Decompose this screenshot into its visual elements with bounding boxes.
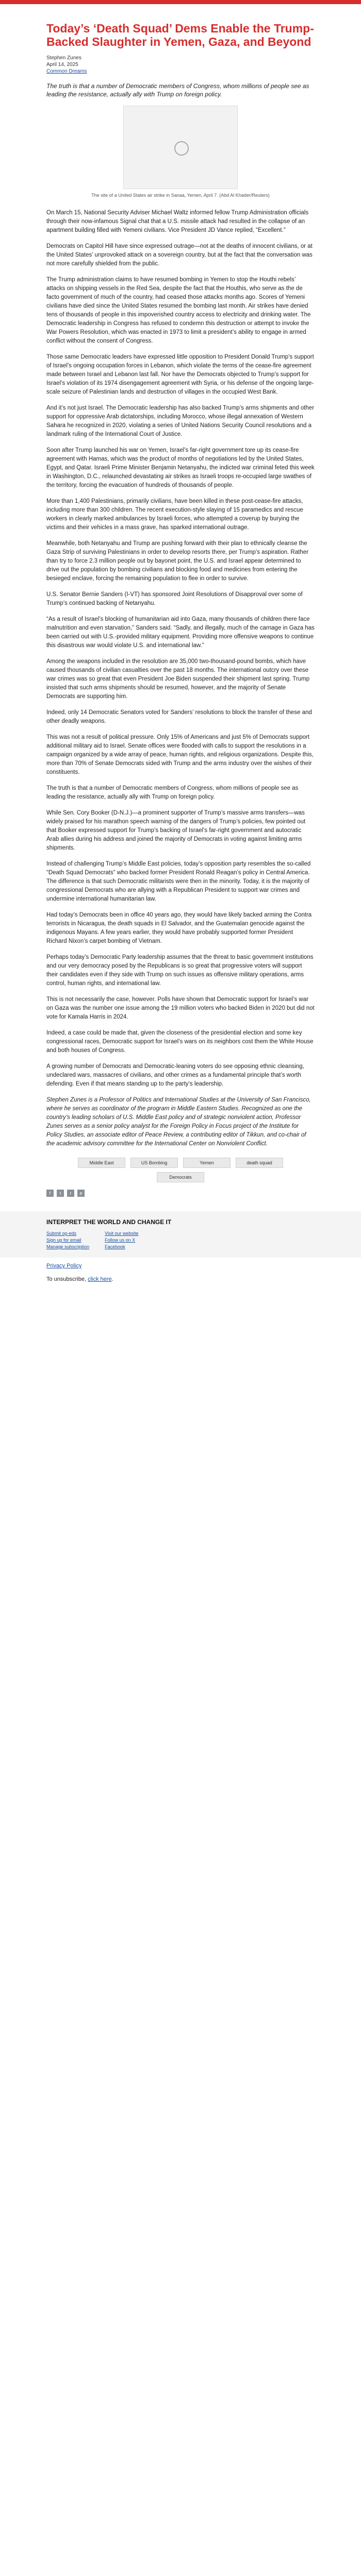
article-paragraph: Perhaps today’s Democratic Party leadership assumes that the threat to basic government institutions and our very democracy posed by the Republicans is so great that progressive voters will support their candidates even if they side with Trump on such issues as offensive military operations, arms control, human rights, and international law. [46, 954, 314, 987]
article-paragraph: Had today’s Democrats been in office 40 years ago, they would have likely backed arming the Contra terrorists in Nicaragua, the death squads in El Salvador, and the Guatemalan genocide against the indigenous Mayans. A few years earlier, they would have probably supported former President Richard Nixon’s carpet bombing of Vietnam. [46, 912, 312, 944]
byline [46, 55, 315, 75]
article-paragraph: Those same Democratic leaders have expressed little opposition to President Donald Trump’s support of Israel’s ongoing occupation forces in Lebanon, which violate the terms of the cease-fire agreement made between Israel and Lebanon last fall. Nor have the Democrats objected to Trump’s support for Israel’s violation of its 1974 disengagement agreement with Syria, or his defense of the ongoing large-scale seizure of Palestinian lands and destruction of villages in the occupied West Bank. [46, 354, 314, 395]
footer-link[interactable]: Follow us on X [105, 1238, 136, 1243]
article-title: Today’s ‘Death Squad’ Dems Enable the Trump-Backed Slaughter in Yemen, Gaza, and Beyond [46, 22, 314, 48]
share-icons [46, 1190, 315, 1197]
article-paragraph: Soon after Trump launched his war on Yemen, Israel’s far-right government tore up its cease-fire agreement with Hamas, which was the product of months of negotiations led by the United States, Egypt, and Qatar. Israeli Prime Minister Benjamin Netanyahu, the indicted war criminal feted this week in Washington, D.C., relaunched devastating air strikes as Israeli troops re-occupied large swathes of the territory, forcing the evacuation of hundreds of thousands of people. [46, 447, 315, 488]
image-caption: The site of a United States air strike in Sanaa, Yemen, April 7. (Abd Al Khader/Reuters) [91, 193, 270, 198]
footer-link[interactable]: Facebook [105, 1244, 125, 1249]
article-lede: The truth is that a number of Democratic members of Congress, whom millions of people see as leading the resistance, actually ally with Trump on foreign policy. [46, 82, 309, 98]
unsubscribe-prefix: To unsubscribe, [46, 1276, 87, 1282]
twitter-icon[interactable]: t [57, 1190, 64, 1197]
article-paragraph: On March 15, National Security Adviser Michael Waltz informed fellow Trump Administration officials through their now-infamous Signal chat that a U.S. missile attack had resulted in the collapse of an apartment building filled with Yemeni civilians. Vice President JD Vance replied, “Excellent.” [46, 210, 309, 233]
article-image [123, 106, 238, 189]
tag-item[interactable]: Democrats [157, 1172, 204, 1182]
article-paragraph: U.S. Senator Bernie Sanders (I-VT) has sponsored Joint Resolutions of Disapproval over some of Trump’s continued backing of Netanyahu. [46, 591, 303, 606]
footer-links-right [105, 1231, 138, 1249]
article-paragraph: While Sen. Cory Booker (D-N.J.)—a prominent supporter of Trump’s massive arms transfers—was widely praised for his marathon speech warning of the dangers of Trump’s policies, few pointed out that Booker expressed support for Trump’s backing of Israel’s far-right government and autocratic Arab allies during his address and joined the majority of Democrats in voting against limiting arms shipments. [46, 810, 306, 851]
author-bio: Stephen Zunes is a Professor of Politics and International Studies at the University of San Francisco, where he serves as coordinator of the program in Middle Eastern Studies. Recognized as one the country’s leading scholars of U.S. Middle East policy and of strategic nonviolent action, Professor Zunes serves as a senior policy analyst for the Foreign Policy in Focus project of the Institute for Policy Studies, an associate editor of Peace Review, a contributing editor of Tikkun, and co-chair of the academic advisory committee for the International Center on Nonviolent Conflict. [46, 1097, 311, 1147]
source-link[interactable]: Common Dreams [46, 69, 87, 74]
tag-item[interactable]: death squad [236, 1158, 283, 1168]
article-paragraph: Meanwhile, both Netanyahu and Trump are pushing forward with their plan to ethnically cleanse the Gaza Strip of surviving Palestinians in order to develop resorts there, per Trump’s aspiration. Rather than try to force 2.3 million people out by bayonet point, the U.S. and Israel appear determined to drive out the population by bombing civilians and blocking food and medicines from entering the besieged enclave, forcing the remaining population to flee in order to survive. [46, 540, 308, 582]
article-paragraph: Indeed, a case could be made that, given the closeness of the presidential election and some key congressional races, Democratic support for Israel’s wars on its neighbors cost them the White House and both houses of Congress. [46, 1030, 314, 1054]
bottom-links: Privacy Policy To unsubscribe, click here. [46, 1263, 315, 1282]
tag-item[interactable]: Yemen [183, 1158, 231, 1168]
article-paragraph: The truth is that a number of Democratic members of Congress, whom millions of people see as leading the resistance, actually ally with Trump on foreign policy. [46, 785, 299, 800]
footer-link[interactable]: Manage subscription [46, 1244, 90, 1249]
privacy-policy-link[interactable]: Privacy Policy [46, 1263, 82, 1269]
footer-link[interactable]: Visit our website [105, 1231, 139, 1236]
article-paragraph: Indeed, only 14 Democratic Senators voted for Sanders’ resolutions to block the transfer of these and other deadly weapons. [46, 709, 312, 724]
article-paragraph: “As a result of Israel’s blocking of humanitarian aid into Gaza, many thousands of children there face malnutrition and even starvation,” Sanders said. “Sadly, and illegally, much of the carnage in Gaza has been carried out with U.S.-provided military equipment. Providing more offensive weapons to continue this disastrous war would violate U.S. and international law.” [46, 616, 315, 649]
article-paragraph: A growing number of Democrats and Democratic-leaning voters do see opposing ethnic cleansing, undeclared wars, massacres of civilians, and other crimes as a fundamental principle that’s worth defending. Even if that means standing up to the party’s leadership. [46, 1063, 304, 1087]
footer-heading: INTERPRET THE WORLD AND CHANGE IT [46, 1218, 172, 1226]
image-placeholder-icon [174, 141, 189, 156]
article-paragraph: Among the weapons included in the resolution are 35,000 two-thousand-pound bombs, which have caused thousands of civilian casualties over the past 18 months. The international outcry over these war crimes was so great that even President Joe Biden suspended their shipment last spring. Trump insisted that such arms shipments should be resumed, however, and the majority of Senate Democrats are supporting him. [46, 658, 310, 700]
article-paragraph: And it’s not just Israel. The Democratic leadership has also backed Trump’s arms shipments and other support for oppressive Arab dictatorships, including Morocco, whose illegal annexation of Western Sahara he recognized in 2020, violating a series of United Nations Security Council resolutions and a landmark ruling of the International Court of Justice. [46, 405, 315, 437]
email-icon[interactable]: e [77, 1190, 85, 1197]
tag-item[interactable]: US Bombing [130, 1158, 178, 1168]
article-paragraph: More than 1,400 Palestinians, primarily civilians, have been killed in these post-cease-fire attacks, including more than 300 children. The recent execution-style slaying of 15 paramedics and rescue workers in clearly marked ambulances by Israeli forces, who attempted a coverup by burying the victims and their vehicles in a mass grave, has sparked international outrage. [46, 498, 303, 531]
article-container [46, 4, 315, 1197]
top-accent-bar [0, 0, 361, 4]
article-body [46, 209, 315, 1089]
footer-link[interactable]: Sign up for email [46, 1238, 81, 1243]
footer-link[interactable]: Submit op-eds [46, 1231, 77, 1236]
newsletter-footer [0, 1211, 361, 1258]
article-paragraph: Democrats on Capitol Hill have since expressed outrage—not at the deaths of innocent civilians, or at the United States’ unprovoked attack on a sovereign country, but at the fact that the conversation was not more carefully shielded from the public. [46, 243, 313, 267]
facebook-icon[interactable]: f [46, 1190, 54, 1197]
article-paragraph: The Trump administration claims to have resumed bombing in Yemen to stop the Houthi rebels’ attacks on shipping vessels in the Red Sea, despite the fact that the Houthis, who serve as the de facto government of much of the country, had ceased those attacks months ago. Scores of Yemeni civilians have died since the United States resumed the bombing last month. Air strikes have denied tens of thousands of people in this impoverished country access to electricity and drinking water. The Democratic leadership in Congress has refused to condemn this destruction or attempt to invoke the War Powers Resolution, which was enacted in 1973 to limit a president’s ability to engage in armed conflict without the consent of Congress. [46, 277, 311, 344]
reddit-icon[interactable]: r [67, 1190, 74, 1197]
article-paragraph: This is not necessarily the case, however. Polls have shown that Democratic support for Israel’s war on Gaza was the number one issue among the 19 million voters who backed Biden in 2020 but did not vote for Kamala Harris in 2024. [46, 996, 315, 1020]
tag-item[interactable]: Middle East [78, 1158, 125, 1168]
article-paragraph: This was not a result of political pressure. Only 15% of Americans and just 5% of Democrats support additional military aid to Israel. Senate offices were flooded with calls to support the resolutions in a campaign organized by a wide array of peace, human rights, and religious organizations. Despite this, more than 70% of Senate Democrats sided with Trump and the arms industry over the wishes of their constituents. [46, 734, 314, 775]
footer-links-left [46, 1231, 89, 1249]
author-name: Stephen Zunes [46, 55, 81, 61]
publish-date: April 14, 2025 [46, 62, 78, 67]
article-paragraph: Instead of challenging Trump’s Middle East policies, today’s opposition party resembles the so-called “Death Squad Democrats” who backed former President Ronald Reagan’s policy in Central America. The difference is that such Democratic militarists were then in the minority. Today, it is the majority of congressional Democrats who are allying with a Republican President to support war crimes and undermine international humanitarian law. [46, 861, 311, 902]
unsubscribe-link[interactable]: click here [88, 1276, 112, 1282]
tag-list [67, 1158, 294, 1182]
